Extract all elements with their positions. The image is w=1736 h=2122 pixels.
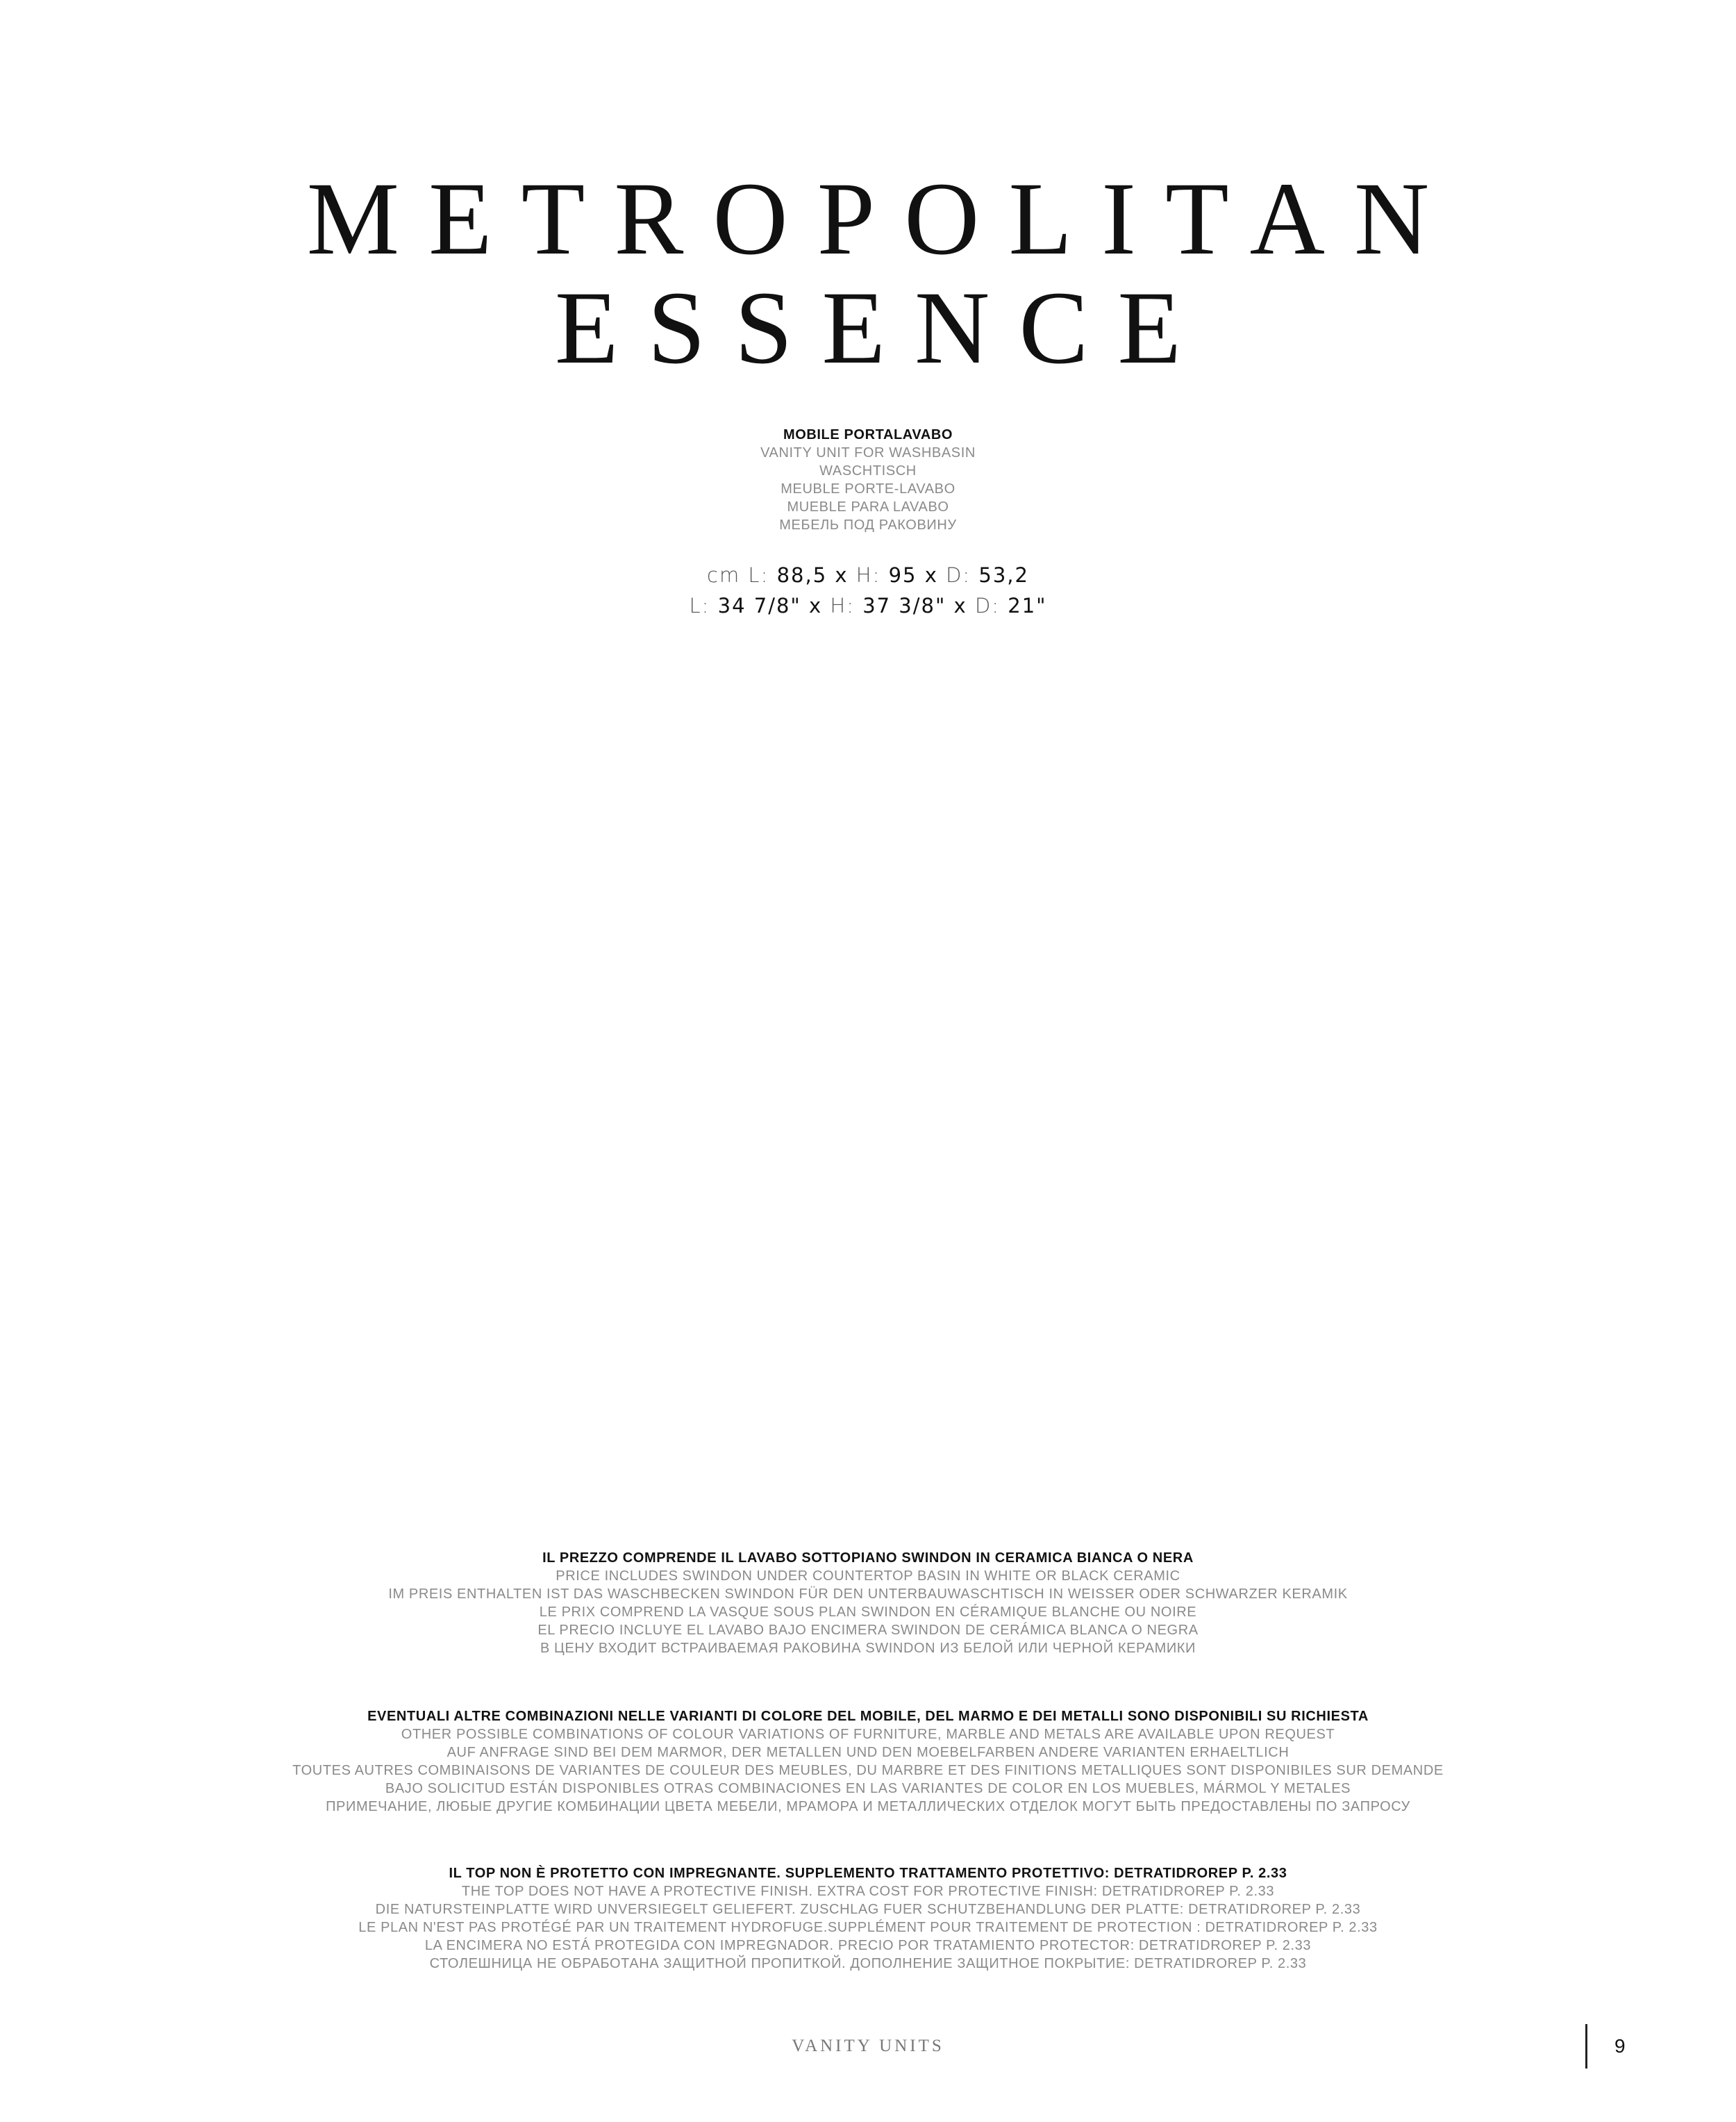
page-title-line-2: ESSENCE [554,270,1211,386]
note-line-it: EVENTUALI ALTRE COMBINAZIONI NELLE VARIANTI DI COLORE DEL MOBILE, DEL MARMO E DEI METALLI SONO DISPONIBILI SU RICHIESTA [367,1709,1369,1724]
note-line-en: THE TOP DOES NOT HAVE A PROTECTIVE FINISH. EXTRA COST FOR PROTECTIVE FINISH: DETRATIDROREP P. 2.33 [461,1884,1275,1899]
note-line-es: BAJO SOLICITUD ESTÁN DISPONIBLES OTRAS COMBINACIONES EN LAS VARIANTES DE COLOR EN LOS MUEBLES, MÁRMOL Y METALES [385,1781,1351,1796]
dim-unit: cm [707,563,741,587]
dim-sep: x [924,563,938,587]
product-name-it: MOBILE PORTALAVABO [783,427,953,442]
product-name-block [0,426,1736,534]
note-line-de: IM PREIS ENTHALTEN IST DAS WASCHBECKEN SWINDON FÜR DEN UNTERBAUWASCHTISCH IN WEISSER ODER SCHWARZER KERAMIK [388,1586,1348,1602]
footer-divider [1585,2024,1587,2069]
footer-section-label: VANITY UNITS [792,2037,944,2055]
note-line-en: PRICE INCLUDES SWINDON UNDER COUNTERTOP BASIN IN WHITE OR BLACK CERAMIC [556,1568,1180,1584]
dim-sep: x [809,594,823,617]
dimensions-imperial [0,590,1736,621]
note-line-fr: LE PRIX COMPREND LA VASQUE SOUS PLAN SWINDON EN CÉRAMIQUE BLANCHE OU NOIRE [539,1605,1197,1620]
page-title-line-1: METROPOLITAN [306,161,1459,276]
note-line-ru: СТОЛЕШНИЦА НЕ ОБРАБОТАНА ЗАЩИТНОЙ ПРОПИТКОЙ. ДОПОЛНЕНИЕ ЗАЩИТНОЕ ПОКРЫТИЕ: DETRATIDROREP P. 2.33 [429,1956,1307,1971]
note-line-de: DIE NATURSTEINPLATTE WIRD UNVERSIEGELT GELIEFERT. ZUSCHLAG FUER SCHUTZBEHANDLUNG DER PLATTE: DETRATIDROREP P. 2.33 [375,1902,1361,1917]
product-name-es: MUEBLE PARA LAVABO [787,499,949,515]
dim-l-label: L: [689,594,710,617]
product-name-fr: MEUBLE PORTE-LAVABO [781,481,955,497]
note-line-es: EL PRECIO INCLUYE EL LAVABO BAJO ENCIMERA SWINDON DE CERÁMICA BLANCA O NEGRA [537,1623,1199,1638]
note-line-en: OTHER POSSIBLE COMBINATIONS OF COLOUR VARIATIONS OF FURNITURE, MARBLE AND METALS ARE AVAILABLE UPON REQUEST [401,1727,1335,1742]
product-name-ru: МЕБЕЛЬ ПОД РАКОВИНУ [779,517,957,533]
dim-sep: x [953,594,967,617]
note-block-price [0,1549,1736,1657]
note-line-it: IL TOP NON È PROTETTO CON IMPREGNANTE. SUPPLEMENTO TRATTAMENTO PROTETTIVO: DETRATIDROREP P. 2.33 [449,1866,1287,1881]
note-block-combinations [0,1707,1736,1816]
dim-depth-in: 21" [1008,594,1047,617]
product-name-en: VANITY UNIT FOR WASHBASIN [760,445,976,461]
dim-length-cm: 88,5 [776,563,828,587]
dim-l-label: L: [748,563,769,587]
dim-depth-cm: 53,2 [978,563,1029,587]
note-line-ru: ПРИМЕЧАНИЕ, ЛЮБЫЕ ДРУГИЕ КОМБИНАЦИИ ЦВЕТА МЕБЕЛИ, МРАМОРА И МЕТАЛЛИЧЕСКИХ ОТДЕЛОК МОГУТ БЫТЬ ПРЕДОСТАВЛЕНЫ ПО ЗАПРОСУ [326,1799,1410,1814]
dim-length-in: 34 7/8" [717,594,801,617]
dim-height-cm: 95 [888,563,917,587]
note-line-fr: TOUTES AUTRES COMBINAISONS DE VARIANTES DE COULEUR DES MEUBLES, DU MARBRE ET DES FINITIONS METALLIQUES SONT DISPONIBILES SUR DEMANDE [292,1763,1444,1778]
dim-h-label: H: [856,563,881,587]
note-block-top-finish [0,1864,1736,1973]
dim-height-in: 37 3/8" [862,594,946,617]
dimensions-block [0,560,1736,621]
note-line-it: IL PREZZO COMPRENDE IL LAVABO SOTTOPIANO SWINDON IN CERAMICA BIANCA O NERA [542,1550,1194,1566]
dim-h-label: H: [830,594,855,617]
dim-d-label: D: [974,594,1001,617]
note-line-ru: В ЦЕНУ ВХОДИТ ВСТРАИВАЕМАЯ РАКОВИНА SWINDON ИЗ БЕЛОЙ ИЛИ ЧЕРНОЙ КЕРАМИКИ [540,1641,1196,1656]
note-line-fr: LE PLAN N'EST PAS PROTÉGÉ PAR UN TRAITEMENT HYDROFUGE.SUPPLÉMENT POUR TRAITEMENT DE PROTECTION : DETRATIDROREP P. 2.33 [358,1920,1378,1935]
note-line-es: LA ENCIMERA NO ESTÁ PROTEGIDA CON IMPREGNADOR. PRECIO POR TRATAMIENTO PROTECTOR: DETRATIDROREP P. 2.33 [424,1938,1312,1953]
product-name-de: WASCHTISCH [819,463,917,479]
dim-d-label: D: [946,563,971,587]
page-number: 9 [1614,2035,1626,2057]
note-line-de: AUF ANFRAGE SIND BEI DEM MARMOR, DER METALLEN UND DEN MOEBELFARBEN ANDERE VARIANTEN ERHAELTLICH [446,1745,1290,1760]
dim-sep: x [835,563,849,587]
dimensions-metric [0,560,1736,590]
